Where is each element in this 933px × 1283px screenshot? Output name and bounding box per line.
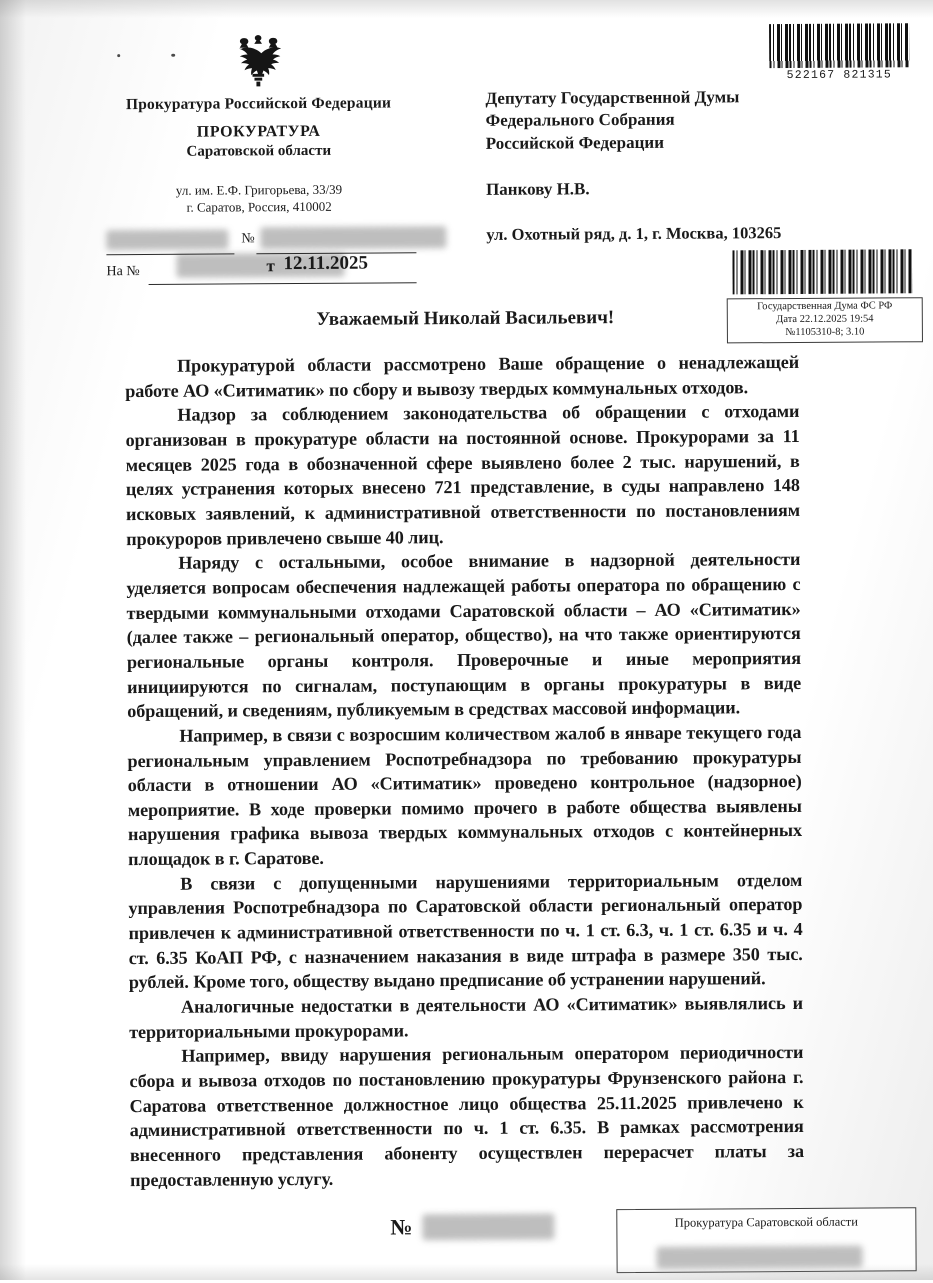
scan-speck (117, 54, 120, 57)
paragraph: Прокуратурой области рассмотрено Ваше обращение о ненадлежащей работе АО «Ситиматик» по сбору и вывозу твердых коммунальных отходов. (125, 351, 800, 401)
stamp-line-2: Дата 22.12.2025 19:54 (776, 313, 874, 325)
paragraph: Аналогичные недостатки в деятельности АО «Ситиматик» выявлялись и территориальными прокурорами. (129, 993, 804, 1042)
letterhead (93, 28, 424, 216)
organization-name: Прокуратура Российской Федерации (125, 94, 392, 114)
barcode-stripes (769, 23, 909, 68)
redaction-block (260, 226, 446, 249)
organization-sub-title: ПРОКУРАТУРА (196, 122, 321, 141)
reply-number-label: На № (106, 263, 140, 280)
stamp-line-1: Государственная Дума ФС РФ (757, 300, 893, 313)
address-line-2: г. Саратов, Россия, 410002 (186, 198, 332, 215)
letterhead-address (94, 181, 424, 216)
paragraph: Например, ввиду нарушения региональным оператором периодичности сбора и вывоза отходов по постановлению прокуратуры Фрунзенского района г. Саратова ответственное должностное лицо общества 25.11.2025 привлечено к административной ответственности по ч. 1 ст. 6.35. В рамках рассмотрения внесенного представления абоненту осуществлен перерасчет платы за предоставленную услугу. (129, 1042, 804, 1190)
addressee-person: Панкову Н.В. (485, 179, 590, 200)
redaction-block (656, 1246, 862, 1269)
redaction-block (422, 1213, 554, 1240)
salutation: Уважаемый Николай Васильевич! (316, 307, 615, 330)
paragraph: Надзор за соблюдением законодательства об обращении с отходами организован в прокуратуре области на постоянной основе. Прокурорами за 11 месяцев 2025 года в обозначенной сфере выявлено более 2 тыс. нарушений, в целях устранения которых внесено 721 представление, в суды направлено 148 исковых заявлений, к административной ответственности по постановлениям прокуроров привлечено свыше 40 лиц. (125, 401, 801, 549)
letter-date: 12.11.2025 (283, 252, 368, 275)
letter-body (125, 350, 804, 1192)
addressee-street: ул. Охотный ряд, д. 1, г. Москва, 103265 (486, 222, 782, 244)
paragraph: Наряду с остальными, особое внимание в надзорной деятельности уделяется вопросам обеспечения надлежащей работы оператора по обращению с твердыми коммунальными отходами Саратовской области – АО «Ситиматик» (далее также – региональный оператор, общество), на что также ориентируются региональные органы контроля. Проверочные и иные мероприятия инициируются по сигналам, поступающим в органы прокуратуры в виде обращений, и сведениям, публикуемым в средствах массовой информации. (126, 549, 802, 722)
outgoing-number-label: № (241, 231, 255, 247)
barcode-number: 522167 821315 (769, 68, 909, 82)
barcode-top (769, 23, 909, 82)
paragraph: В связи с допущенными нарушениями территориальным отделом управления Роспотребнадзора по Саратовской области региональный оператор привлечен к административной ответственности по ч. 1 ст. 6.3, ч. 1 ст. 6.35 и ч. 4 ст. 6.35 КоАП РФ, с назначением наказания в виде штрафа в размере 350 тыс. рублей. Кроме того, обществу выдано предписание об устранении нарушений. (128, 869, 803, 993)
barcode-incoming (732, 249, 912, 294)
addressee-block (485, 85, 906, 245)
letter-date-prefix: т (266, 256, 275, 276)
addressee-line-1: Депутату Государственной Думы (485, 87, 740, 108)
scan-speck (171, 54, 175, 57)
reply-number-rule (149, 282, 417, 285)
footer-stamp-caption: Прокуратура Саратовской области (674, 1214, 858, 1230)
addressee-line-2: Федерального Собрания (485, 110, 675, 131)
stamp-line-3: №1105310-8; 3.10 (785, 326, 865, 338)
address-line-1: ул. им. Е.Ф. Григорьева, 33/39 (175, 181, 343, 198)
redaction-block (106, 229, 228, 250)
organization-region: Саратовской области (186, 142, 332, 160)
paragraph: Например, в связи с возросшим количеством жалоб в январе текущего года региональным управлением Роспотребнадзора по требованию прокуратуры области в отношении АО «Ситиматик» проведено контрольное (надзорное) мероприятие. В ходе проверки помимо прочего в работе общества выявлены нарушения графика вывоза твердых коммунальных отходов с контейнерных площадок в г. Саратове. (127, 721, 803, 870)
double-headed-eagle-emblem-icon (227, 29, 289, 91)
addressee-line-3: Российской Федерации (485, 132, 665, 153)
footer-number-label: № (390, 1214, 413, 1240)
barcode-stripes (732, 249, 912, 294)
